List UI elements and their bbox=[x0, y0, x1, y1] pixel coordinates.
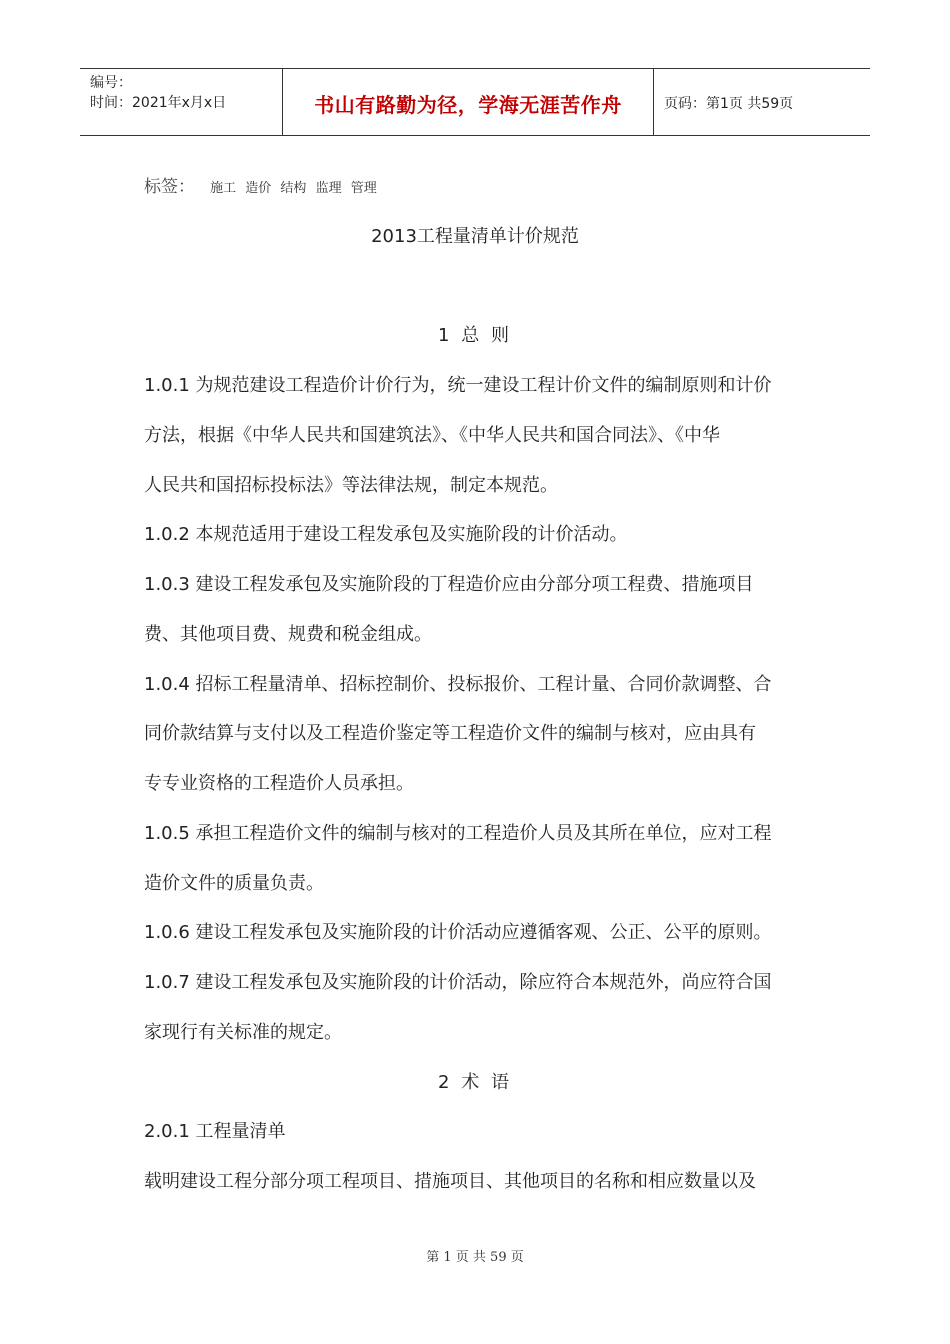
page-info: 页码：第1页 共59页 bbox=[664, 96, 794, 112]
tag-item: 造价 bbox=[245, 181, 272, 196]
text-line: 载明建设工程分部分项工程项目、措施项目、其他项目的名称和相应数量以及 bbox=[144, 1171, 756, 1192]
tag-item: 监理 bbox=[315, 181, 342, 196]
text-line: 1.0.7 建设工程发承包及实施阶段的计价活动，除应符合本规范外，尚应符合国 bbox=[144, 972, 772, 993]
text-line: 1.0.4 招标工程量清单、招标控制价、投标报价、工程计量、合同价款调整、合 bbox=[144, 674, 772, 695]
text-line: 造价文件的质量负责。 bbox=[144, 873, 324, 894]
text-line: 费、其他项目费、规费和税金组成。 bbox=[144, 624, 432, 645]
text-line: 1.0.2 本规范适用于建设工程发承包及实施阶段的计价活动。 bbox=[144, 524, 628, 545]
text-line: 1.0.1 为规范建设工程造价计价行为，统一建设工程计价文件的编制原则和计价 bbox=[144, 375, 772, 396]
page-footer: 第 1 页 共 59 页 bbox=[426, 1250, 524, 1265]
time-label: 时间：2021年x月x日 bbox=[90, 95, 227, 111]
tags-label: 标签： bbox=[144, 177, 195, 197]
tag-item: 管理 bbox=[350, 181, 377, 196]
text-line: 方法，根据《中华人民共和国建筑法》、《中华人民共和国合同法》、《中华 bbox=[144, 425, 720, 446]
tag-item: 施工 bbox=[210, 181, 237, 196]
document-title: 2013工程量清单计价规范 bbox=[371, 226, 579, 247]
text-line: 1.0.3 建设工程发承包及实施阶段的丁程造价应由分部分项工程费、措施项目 bbox=[144, 574, 754, 595]
header-right-cell bbox=[654, 69, 870, 135]
text-line: 家现行有关标准的规定。 bbox=[144, 1022, 342, 1043]
serial-label: 编号： bbox=[90, 75, 132, 91]
text-line: 同价款结算与支付以及工程造价鉴定等工程造价文件的编制与核对，应由具有 bbox=[144, 723, 756, 744]
text-line: 专专业资格的工程造价人员承担。 bbox=[144, 773, 414, 794]
tag-item: 结构 bbox=[280, 181, 307, 196]
tags-row bbox=[144, 172, 382, 197]
text-line: 2.0.1 工程量清单 bbox=[144, 1121, 286, 1142]
header-center-cell bbox=[282, 69, 654, 135]
text-line: 1.0.5 承担工程造价文件的编制与核对的工程造价人员及其所在单位，应对工程 bbox=[144, 823, 772, 844]
motto: 书山有路勤为径，学海无涯苦作舟 bbox=[314, 93, 622, 117]
page-header bbox=[80, 68, 870, 136]
text-line: 1.0.6 建设工程发承包及实施阶段的计价活动应遵循客观、公正、公平的原则。 bbox=[144, 922, 772, 943]
header-left-cell bbox=[80, 69, 282, 135]
tags-list bbox=[210, 181, 382, 196]
section-heading-1: 1 总 则 bbox=[438, 325, 512, 346]
section-heading-2: 2 术 语 bbox=[438, 1072, 512, 1093]
text-line: 人民共和国招标投标法》等法律法规，制定本规范。 bbox=[144, 475, 558, 496]
